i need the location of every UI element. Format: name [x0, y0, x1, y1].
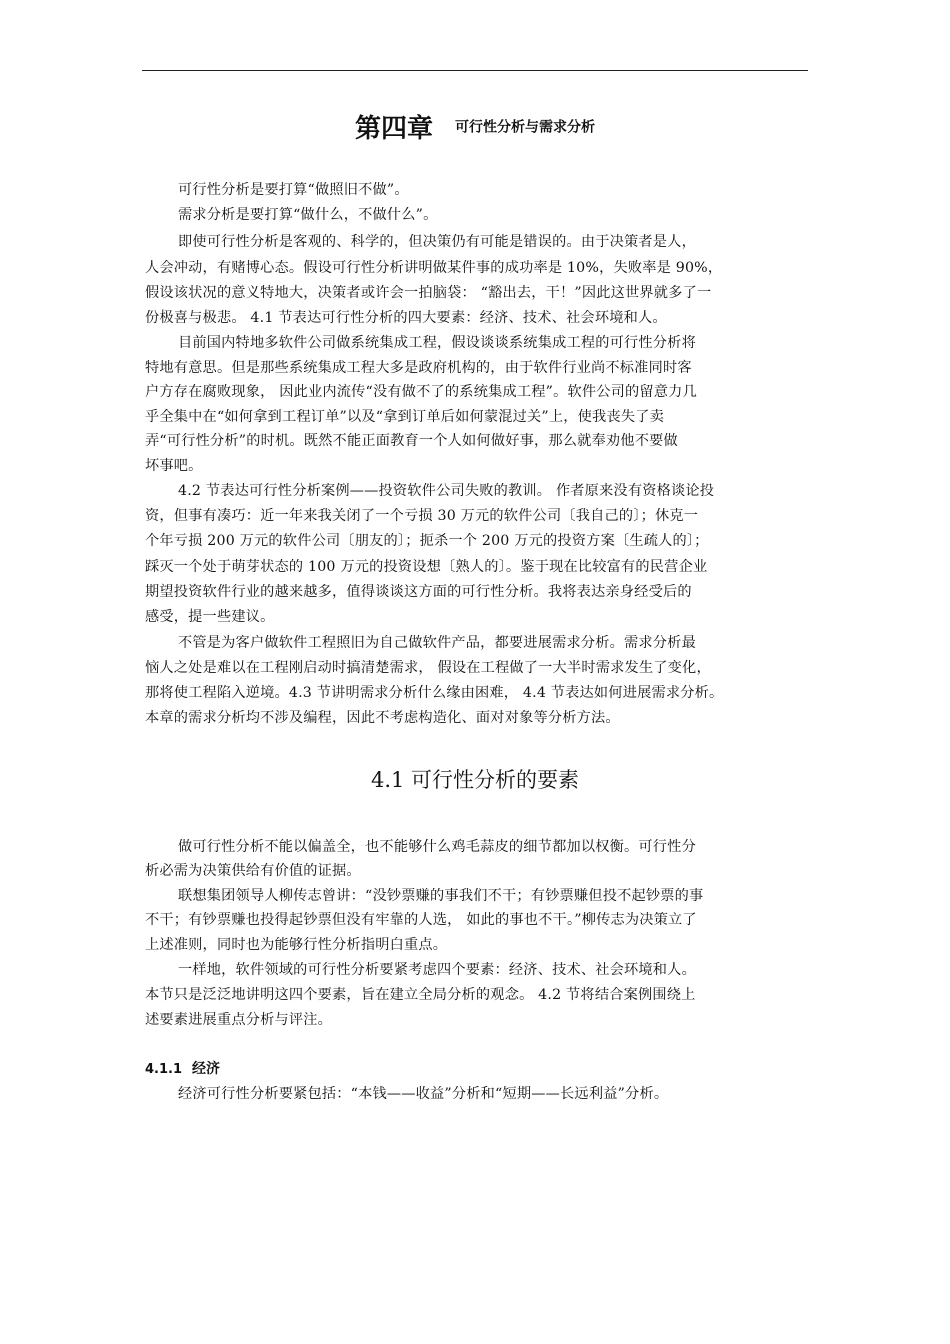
- paragraph-line: 那将使工程陷入逆境。4.3 节讲明需求分析什么缘由困难， 4.4 节表达如何进展需求分析。: [145, 685, 724, 701]
- paragraph-line: 做可行性分析不能以偏盖全，也不能够什么鸡毛蒜皮的细节都加以权衡。可行性分: [178, 839, 696, 855]
- paragraph-line: 特地有意思。但是那些系统集成工程大多是政府机构的，由于软件行业尚不标准同时客: [145, 360, 692, 376]
- paragraph-line: 感受，提一些建议。: [145, 609, 275, 625]
- paragraph-line: 乎全集中在“如何拿到工程订单”以及“拿到订单后如何蒙混过关”上，使我丧失了卖: [145, 409, 664, 425]
- paragraph-line: 不干；有钞票赚也投得起钞票但没有牢靠的人选， 如此的事也不干。”柳传志为决策立了: [145, 912, 697, 928]
- paragraph-line: 假设该状况的意义特地大，决策者或许会一拍脑袋： “豁出去，干！”因此这世界就多了一: [145, 285, 712, 301]
- paragraph-line: 联想集团领导人柳传志曾讲：“没钞票赚的事我们不干；有钞票赚但投不起钞票的事: [178, 888, 704, 904]
- paragraph-line: 需求分析是要打算“做什么，不做什么”。: [178, 207, 438, 223]
- paragraph-line: 恼人之处是难以在工程刚启动时搞清楚需求， 假设在工程做了一大半时需求发生了变化，: [145, 660, 711, 676]
- paragraph-line: 本章的需求分析均不涉及编程，因此不考虑构造化、面对对象等分析方法。: [145, 710, 620, 726]
- paragraph-line: 资，但事有凑巧：近一年来我关闭了一个亏损 30 万元的软件公司〔我自己的〕；休克一: [145, 508, 699, 524]
- paragraph-line: 坏事吧。: [145, 458, 203, 474]
- chapter-number: 第四章: [354, 114, 433, 144]
- paragraph-line: 经济可行性分析要紧包括：“本钱——收益”分析和“短期——长远利益”分析。: [178, 1086, 669, 1102]
- subsection-number: 4.1.1: [145, 1062, 183, 1077]
- chapter-heading: [0, 108, 950, 145]
- paragraph-line: 人会冲动，有赌博心态。假设可行性分析讲明做某件事的成功率是 10%，失败率是 90%，: [145, 260, 723, 276]
- paragraph-line: 4.2 节表达可行性分析案例——投资软件公司失败的教训。 作者原来没有资格谈论投: [178, 483, 715, 499]
- paragraph-line: 述要素进展重点分析与评注。: [145, 1012, 333, 1028]
- paragraph-line: 踩灭一个处于萌芽状态的 100 万元的投资设想〔熟人的〕。鉴于现在比较富有的民营企业: [145, 559, 708, 575]
- paragraph-line: 不管是为客户做软件工程照旧为自己做软件产品，都要进展需求分析。需求分析最: [178, 635, 696, 651]
- chapter-title: 可行性分析与需求分析: [455, 119, 595, 136]
- paragraph-line: 目前国内特地多软件公司做系统集成工程，假设谈谈系统集成工程的可行性分析将: [178, 335, 696, 351]
- paragraph-line: 上述准则，同时也为能够行性分析指明白重点。: [145, 937, 448, 953]
- paragraph-line: 本节只是泛泛地讲明这四个要素，旨在建立全局分析的观念。 4.2 节将结合案例围绕上: [145, 987, 696, 1003]
- subsection-heading: [145, 1058, 220, 1078]
- header-rule: [142, 70, 808, 71]
- paragraph-line: 析必需为决策供给有价值的证据。: [145, 863, 361, 879]
- paragraph-line: 即使可行性分析是客观的、科学的，但决策仍有可能是错误的。由于决策者是人，: [178, 234, 696, 250]
- paragraph-line: 弄“可行性分析”的时机。既然不能正面教育一个人如何做好事，那么就奉劝他不要做: [145, 433, 678, 449]
- paragraph-line: 期望投资软件行业的越来越多，值得谈谈这方面的可行性分析。我将表达亲身经受后的: [145, 584, 692, 600]
- paragraph-line: 户方存在腐败现象， 因此业内流传“没有做不了的系统集成工程”。软件公司的留意力几: [145, 384, 697, 400]
- subsection-title: 经济: [192, 1061, 221, 1077]
- paragraph-line: 份极喜与极悲。 4.1 节表达可行性分析的四大要素：经济、技术、社会环境和人。: [145, 310, 667, 326]
- paragraph-line: 一样地，软件领域的可行性分析要紧考虑四个要素：经济、技术、社会环境和人。: [178, 962, 696, 978]
- section-title: 4.1 可行性分析的要素: [370, 768, 580, 792]
- paragraph-line: 可行性分析是要打算“做照旧不做”。: [178, 182, 409, 198]
- paragraph-line: 个年亏损 200 万元的软件公司〔朋友的〕；扼杀一个 200 万元的投资方案〔生疏人的〕；: [145, 533, 709, 549]
